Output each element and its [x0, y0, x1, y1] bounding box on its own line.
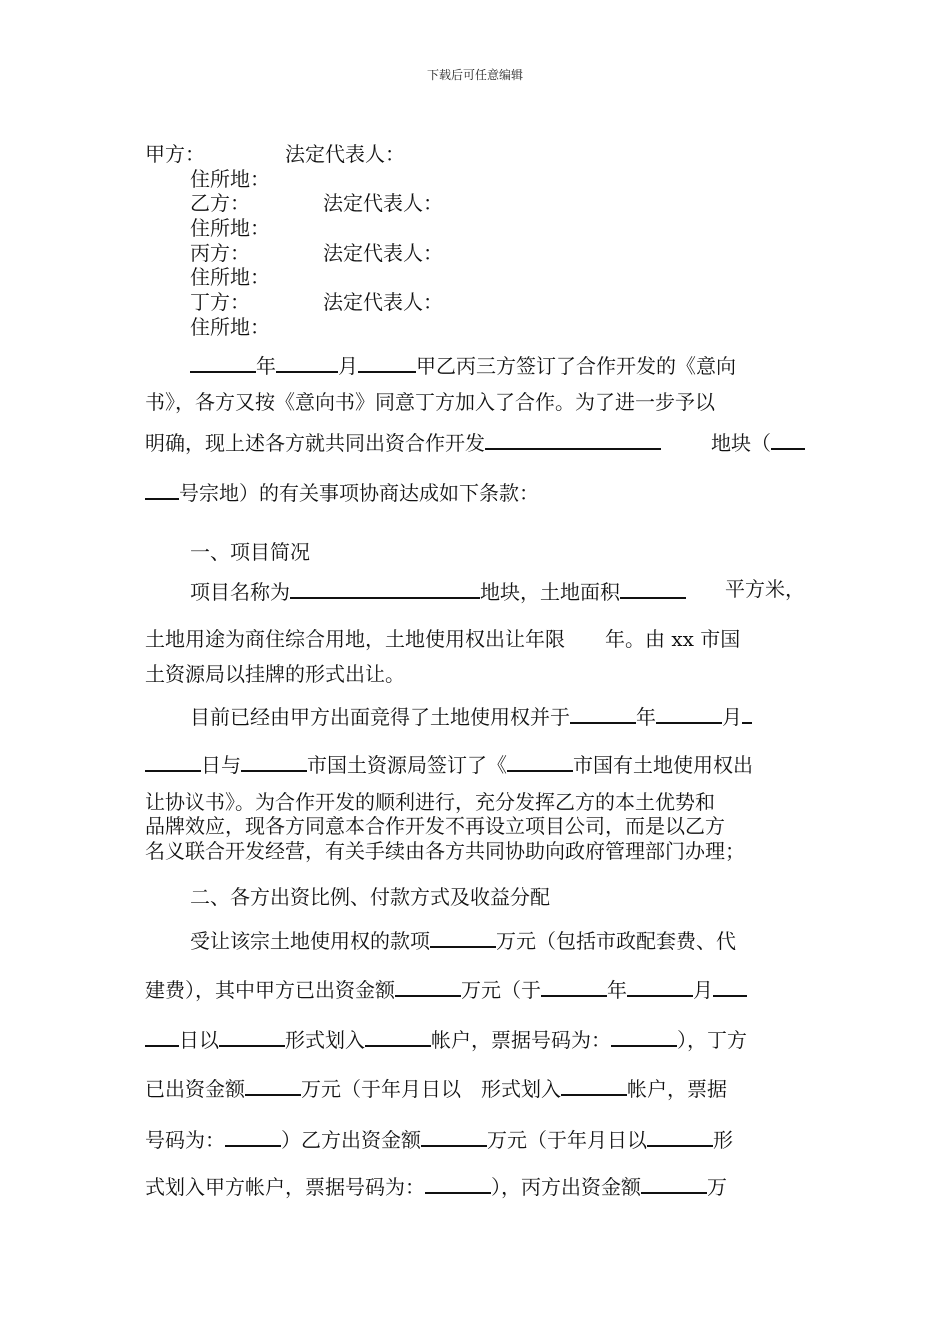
intro-line-3 [145, 428, 805, 455]
s1-line-1 [190, 577, 805, 604]
blank-jia-account[interactable] [365, 1025, 431, 1047]
intro-line-4 [145, 478, 539, 505]
page-header-note: 下载后可任意编辑 [426, 68, 523, 82]
blank-month[interactable] [276, 351, 338, 373]
intro-text-4: 号宗地）的有关事项协商达成如下条款： [179, 481, 539, 505]
s1-line-5 [145, 750, 753, 777]
s2-line-3 [145, 1025, 747, 1052]
blank-plot[interactable] [485, 428, 661, 450]
blank-day[interactable] [358, 351, 416, 373]
s2-text-c3: 帐户，票据号码为： [431, 1028, 611, 1052]
blank-bid-day-b[interactable] [145, 750, 201, 772]
s1-line-7: 品牌效应，现各方同意本合作开发不再设立项目公司，而是以乙方 [145, 814, 725, 838]
party-ding-address: 住所地： [190, 315, 270, 339]
intro-month-text: 月 [338, 354, 358, 378]
intro-text-3b: 地块（ [711, 431, 771, 455]
s1-text-1b: 地块，土地面积 [480, 580, 620, 604]
section-1-heading: 一、项目简况 [190, 540, 310, 564]
s2-text-a2: 万元（包括市政配套费、代 [496, 929, 736, 953]
party-jia-label: 甲方： [145, 142, 205, 166]
blank-jia-form[interactable] [219, 1025, 285, 1047]
blank-jia-amount[interactable] [395, 975, 461, 997]
blank-plot-number-b[interactable] [145, 478, 179, 500]
party-jia-line [145, 142, 405, 166]
s2-line-5 [145, 1125, 733, 1152]
party-ding-line [190, 290, 443, 314]
s1-text-5a: 日与 [201, 753, 241, 777]
s1-line-2: 土地用途为商住综合用地，土地使用权出让年限 年。由 xx 市国 [145, 627, 741, 651]
blank-jia-day-b[interactable] [145, 1025, 179, 1047]
s2-text-b2: 万元（于 [461, 978, 541, 1002]
blank-jia-day-a[interactable] [713, 975, 747, 997]
s2-text-f2: ），丙方出资金额 [491, 1175, 641, 1199]
party-jia-rep: 法定代表人： [285, 142, 405, 166]
s2-text-f1: 式划入甲方帐户，票据号码为： [145, 1175, 425, 1199]
blank-bid-day-a[interactable] [742, 702, 752, 724]
party-bing-label: 丙方： [190, 241, 250, 265]
s2-text-c4: ），丁方 [677, 1028, 747, 1052]
s2-line-4 [145, 1074, 727, 1101]
s2-text-e1: 号码为： [145, 1128, 225, 1152]
s1-text-5c: 市国有土地使用权出 [573, 753, 753, 777]
s2-text-c2: 形式划入 [285, 1028, 365, 1052]
blank-jia-month[interactable] [627, 975, 693, 997]
s1-text-4c: 月 [722, 705, 742, 729]
blank-ding-account[interactable] [561, 1074, 627, 1096]
blank-plot-number-a[interactable] [771, 428, 805, 450]
blank-bid-month[interactable] [656, 702, 722, 724]
blank-jia-year[interactable] [541, 975, 607, 997]
s2-text-e3: 万元（于年月日以 [487, 1128, 647, 1152]
blank-yi-receipt[interactable] [425, 1172, 491, 1194]
s1-line-3: 土资源局以挂牌的形式出让。 [145, 662, 405, 686]
s2-text-a1: 受让该宗土地使用权的款项 [190, 929, 430, 953]
s2-text-e4: 形 [713, 1128, 733, 1152]
blank-yi-form[interactable] [647, 1125, 713, 1147]
s2-text-d3: 帐户，票据 [627, 1077, 727, 1101]
s2-text-d1: 已出资金额 [145, 1077, 245, 1101]
section-2-heading: 二、各方出资比例、付款方式及收益分配 [190, 885, 550, 909]
intro-text-1: 甲乙丙三方签订了合作开发的《意向 [416, 354, 736, 378]
blank-total-amount[interactable] [430, 926, 496, 948]
intro-line-1 [190, 351, 736, 378]
s2-text-c1: 日以 [179, 1028, 219, 1052]
party-yi-address: 住所地： [190, 216, 270, 240]
blank-year[interactable] [190, 351, 256, 373]
blank-area[interactable] [620, 577, 686, 599]
s2-text-e2: ）乙方出资金额 [281, 1128, 421, 1152]
s2-text-b4: 月 [693, 978, 713, 1002]
s1-text-4a: 目前已经由甲方出面竞得了土地使用权并于 [190, 705, 570, 729]
blank-city-2[interactable] [507, 750, 573, 772]
s1-text-1c: 平方米， [725, 577, 805, 601]
s2-text-b3: 年 [607, 978, 627, 1002]
s2-text-d2: 万元（于年月日以 形式划入 [301, 1077, 561, 1101]
intro-line-2: 书》，各方又按《意向书》同意丁方加入了合作。为了进一步予以 [145, 390, 715, 414]
s1-line-4 [190, 702, 752, 729]
party-bing-line [190, 241, 443, 265]
blank-yi-amount[interactable] [421, 1125, 487, 1147]
blank-ding-amount[interactable] [245, 1074, 301, 1096]
party-bing-address: 住所地： [190, 265, 270, 289]
s2-line-1 [190, 926, 736, 953]
blank-ding-receipt[interactable] [225, 1125, 281, 1147]
party-ding-rep: 法定代表人： [323, 290, 443, 314]
blank-jia-receipt[interactable] [611, 1025, 677, 1047]
party-yi-rep: 法定代表人： [323, 191, 443, 215]
s1-text-5b: 市国土资源局签订了《 [307, 753, 507, 777]
blank-city[interactable] [241, 750, 307, 772]
blank-project-name[interactable] [290, 577, 480, 599]
party-jia-address: 住所地： [190, 167, 270, 191]
party-bing-rep: 法定代表人： [323, 241, 443, 265]
s1-line-8: 名义联合开发经营，有关手续由各方共同协助向政府管理部门办理； [145, 839, 745, 863]
blank-bid-year[interactable] [570, 702, 636, 724]
intro-year-text: 年 [256, 354, 276, 378]
s1-text-4b: 年 [636, 705, 656, 729]
party-ding-label: 丁方： [190, 290, 250, 314]
intro-text-3a: 明确，现上述各方就共同出资合作开发 [145, 431, 485, 455]
s1-text-1a: 项目名称为 [190, 580, 290, 604]
party-yi-label: 乙方： [190, 191, 250, 215]
s2-text-f3: 万 [707, 1175, 727, 1199]
s2-line-6 [145, 1172, 727, 1199]
s2-text-b1: 建费），其中甲方已出资金额 [145, 978, 395, 1002]
blank-bing-amount[interactable] [641, 1172, 707, 1194]
s1-line-6: 让协议书》。为合作开发的顺利进行，充分发挥乙方的本土优势和 [145, 790, 715, 814]
s2-line-2 [145, 975, 747, 1002]
party-yi-line [190, 191, 443, 215]
